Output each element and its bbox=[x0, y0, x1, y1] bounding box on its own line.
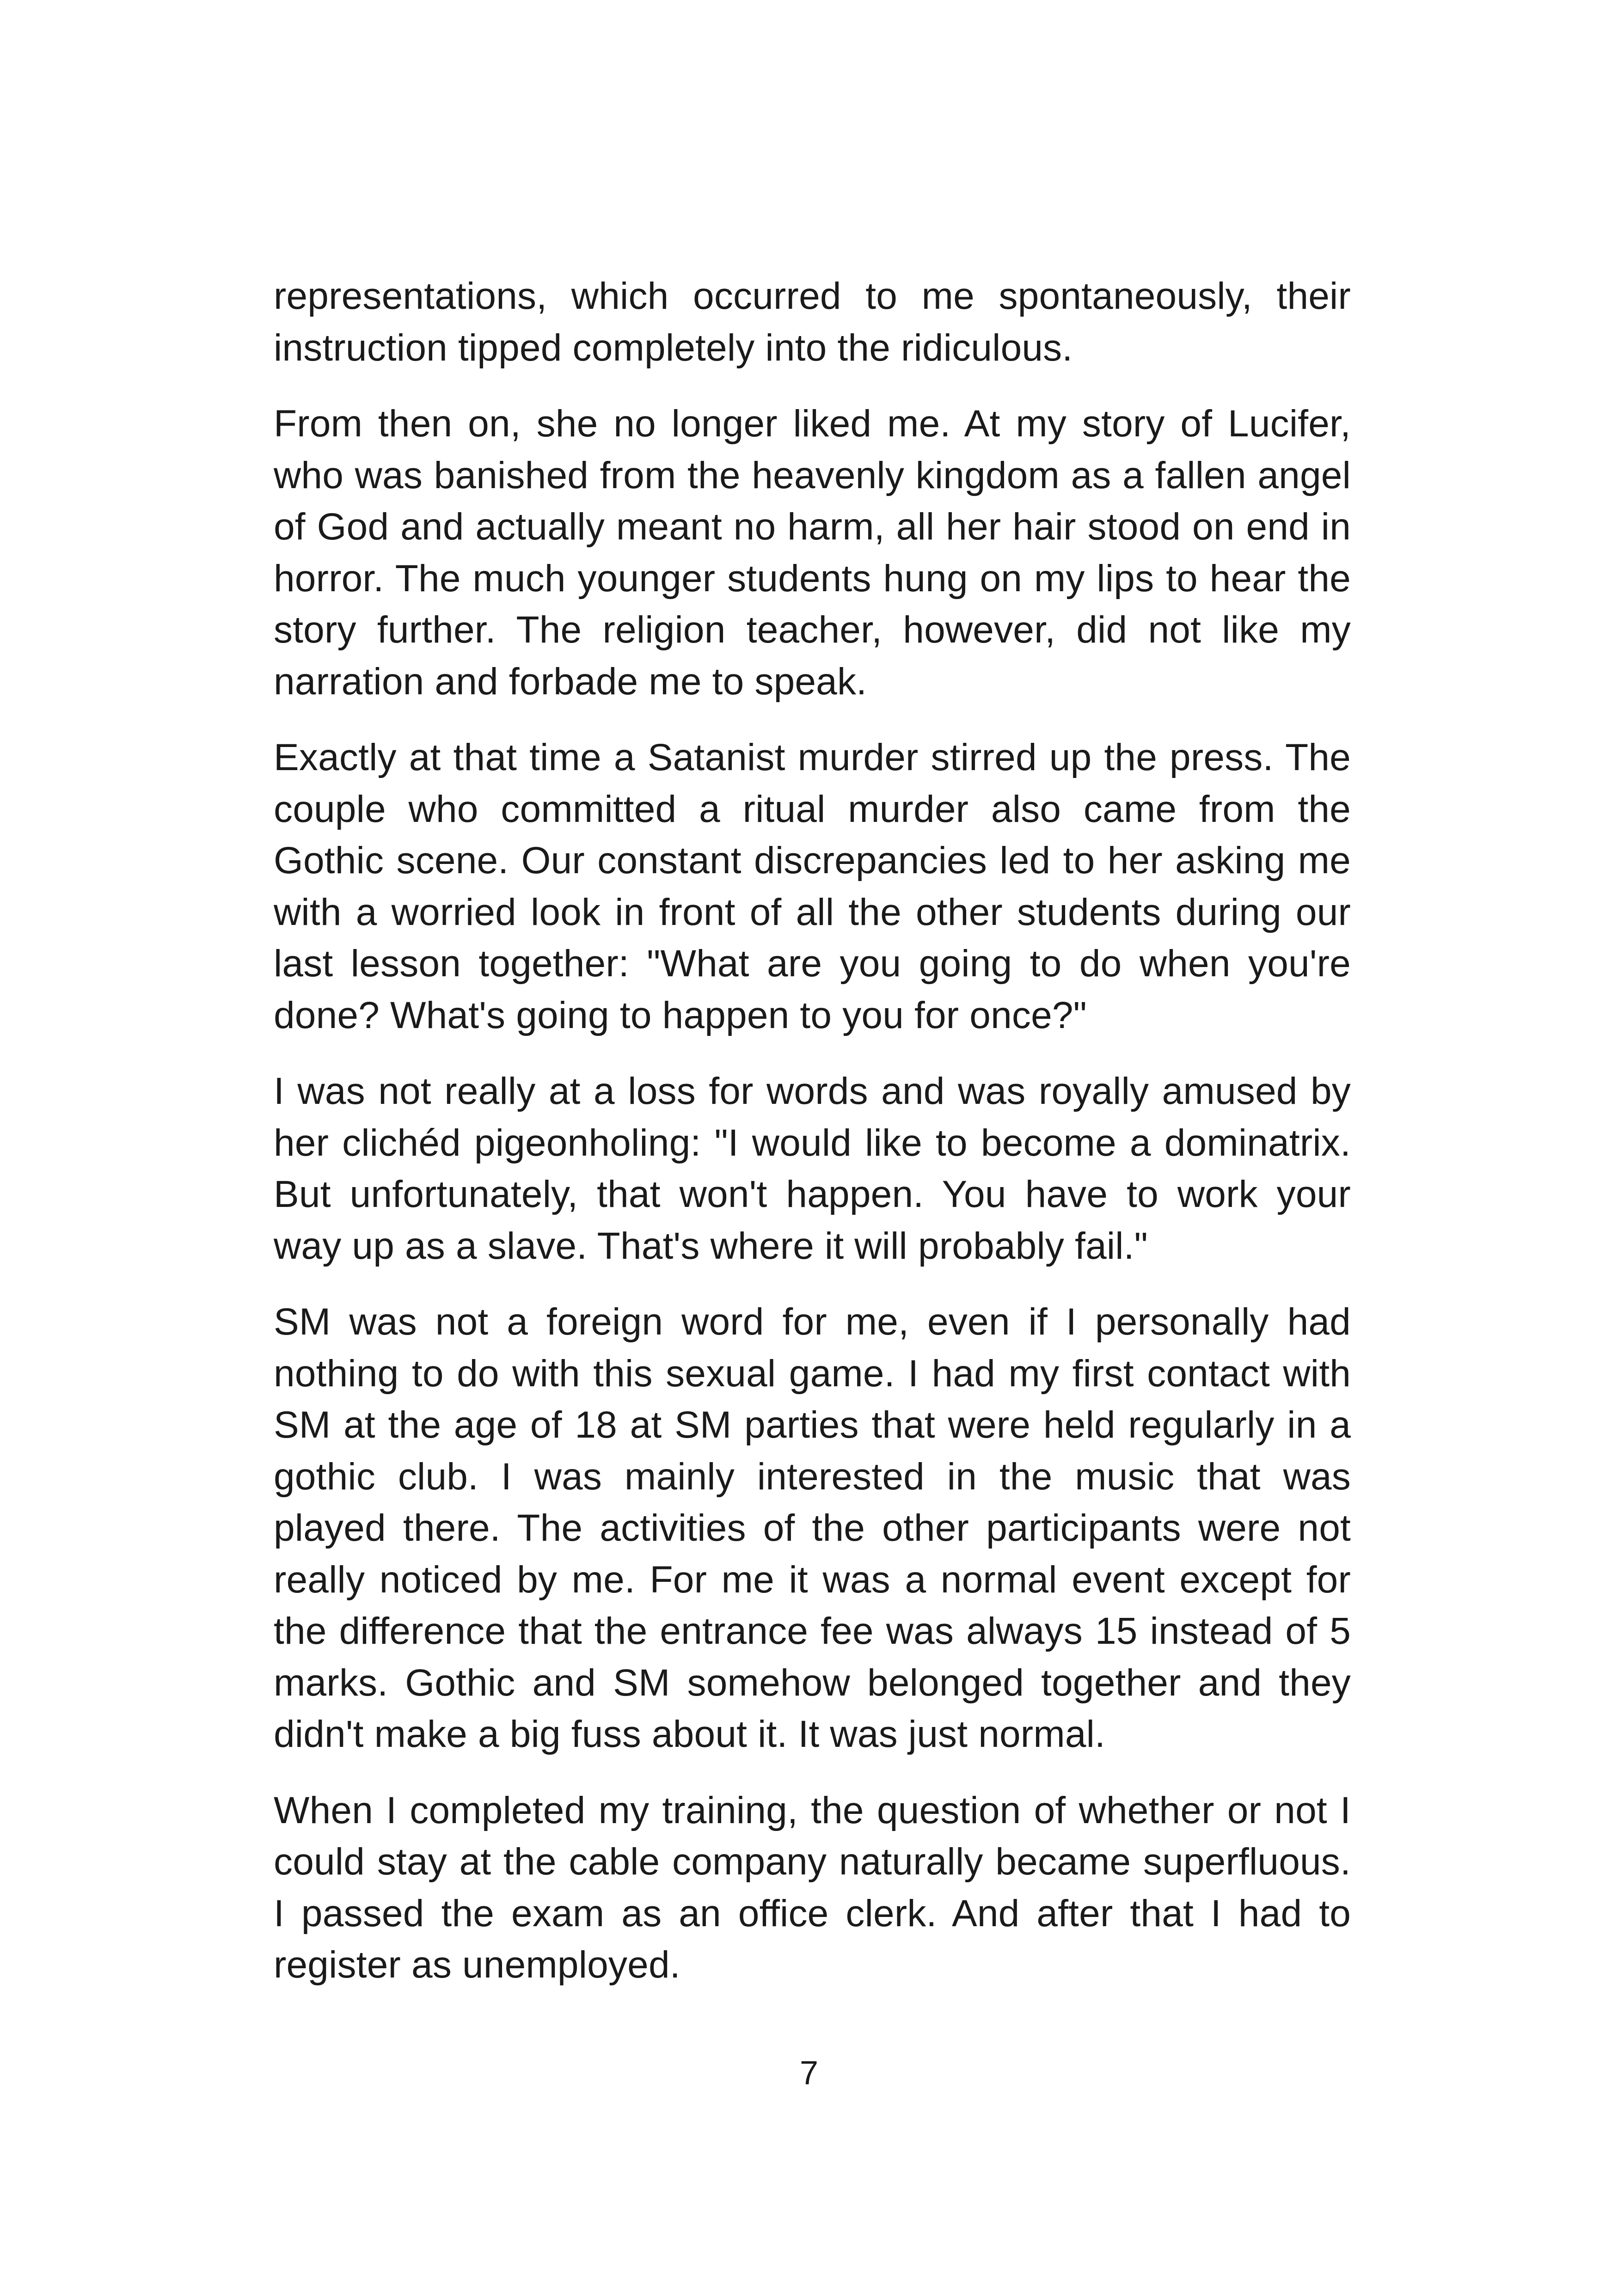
paragraph: SM was not a foreign word for me, even if I personally had nothing to do with this sexual game. I had my first contact with SM at the age of 18 at SM parties that were held regularly in a gothic club. I was mainly interested in the music that was played there. The activities of the other participants were not really noticed by me. For me it was a normal event except for the difference that the entrance fee was always 15 instead of 5 marks. Gothic and SM somehow belonged together and they didn't make a big fuss about it. It was just normal. bbox=[274, 1301, 1351, 1755]
body-text bbox=[274, 270, 1351, 2015]
paragraph: Exactly at that time a Satanist murder stirred up the press. The couple who committed a ritual murder also came from the Gothic scene. Our constant discrepancies led to her asking me with a worried look in front of all the other students during our last lesson together: "What are you going to do when you're done? What's going to happen to you for once?" bbox=[274, 736, 1351, 1036]
paragraph: When I completed my training, the question of whether or not I could stay at the cable company naturally became superfluous. I passed the exam as an office clerk. And after that I had to register as unemployed. bbox=[274, 1789, 1351, 1986]
paragraph: I was not really at a loss for words and was royally amused by her clichéd pigeonholing: "I would like to become a dominatrix. But unfortunately, that won't happen. You have to work your way up as a slave. That's where it will probably fail." bbox=[274, 1070, 1351, 1267]
page-number: 7 bbox=[799, 2055, 819, 2092]
paragraph: From then on, she no longer liked me. At my story of Lucifer, who was banished from the heavenly kingdom as a fallen angel of God and actually meant no harm, all her hair stood on end in horror. The much younger students hung on my lips to hear the story further. The religion teacher, however, did not like my narration and forbade me to speak. bbox=[274, 403, 1351, 703]
paragraph: representations, which occurred to me spontaneously, their instruction tipped completely into the ridiculous. bbox=[274, 275, 1351, 369]
